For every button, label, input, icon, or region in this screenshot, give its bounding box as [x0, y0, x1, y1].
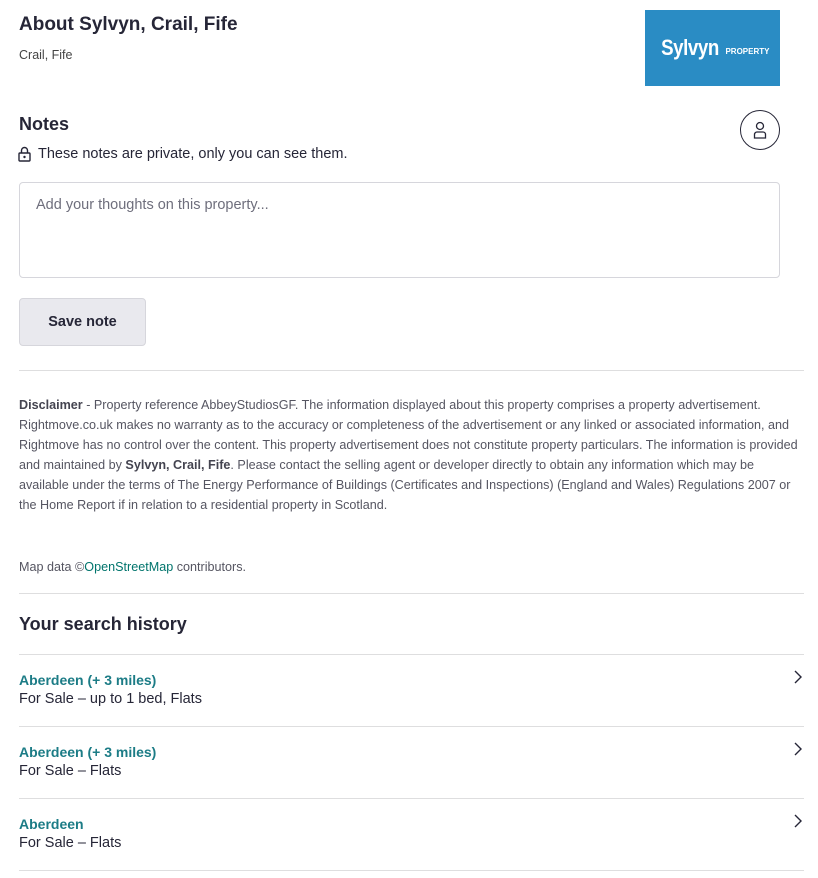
private-notice	[18, 146, 348, 162]
agent-logo[interactable]	[645, 10, 780, 86]
disclaimer-text-1: - Property reference AbbeyStudiosGF. The information displayed about this property comprises a property advertisement. Rightmove.co.uk makes no warranty as to the accuracy or completeness of the advertisement or any linked or associated information, and Rightmove has no control over the content. This property advertisement does not constitute property particulars. The information is provided and maintained by	[19, 398, 798, 472]
map-attribution	[19, 560, 246, 574]
search-history-description: For Sale – Flats	[19, 835, 122, 851]
search-history-description: For Sale – Flats	[19, 763, 122, 779]
map-attribution-suffix: contributors.	[173, 560, 247, 574]
lock-icon	[18, 146, 31, 162]
search-history-description: For Sale – up to 1 bed, Flats	[19, 691, 202, 707]
search-history-location: Aberdeen (+ 3 miles)	[19, 744, 157, 760]
disclaimer	[19, 395, 804, 515]
search-history-item[interactable]	[19, 654, 804, 726]
search-history-location: Aberdeen (+ 3 miles)	[19, 672, 157, 688]
logo-small-text: PROPERTY	[725, 46, 770, 56]
search-history-item[interactable]	[19, 798, 804, 870]
save-note-button[interactable]: Save note	[19, 298, 146, 346]
search-history-location: Aberdeen	[19, 816, 84, 832]
user-icon	[753, 121, 767, 139]
divider	[19, 593, 804, 594]
map-attribution-prefix: Map data ©	[19, 560, 85, 574]
about-location: Crail, Fife	[19, 48, 73, 62]
divider	[19, 370, 804, 371]
search-history-item[interactable]	[19, 726, 804, 798]
logo-main-text: Sylvyn	[660, 35, 719, 60]
user-button[interactable]	[740, 110, 780, 150]
divider	[19, 870, 804, 871]
disclaimer-label: Disclaimer	[19, 398, 83, 412]
openstreetmap-link[interactable]: OpenStreetMap	[84, 560, 174, 574]
disclaimer-text-2: . Please contact the selling agent or developer directly to obtain any information which may be available under the terms of The Energy Performance of Buildings (Certificates and Inspections) (England and Wales) Regulations 2007 or the Home Report if in relation to a residential property in Scotland.	[19, 458, 791, 512]
chevron-right-icon	[794, 742, 802, 756]
notes-title: Notes	[19, 114, 70, 134]
about-section	[19, 12, 619, 62]
about-title: About Sylvyn, Crail, Fife	[19, 14, 238, 35]
chevron-right-icon	[794, 814, 802, 828]
disclaimer-agent: Sylvyn, Crail, Fife	[125, 458, 231, 472]
private-notice-text: These notes are private, only you can see them.	[38, 146, 348, 162]
chevron-right-icon	[794, 670, 802, 684]
note-textarea[interactable]	[19, 182, 780, 278]
search-history-title: Your search history	[19, 614, 187, 634]
